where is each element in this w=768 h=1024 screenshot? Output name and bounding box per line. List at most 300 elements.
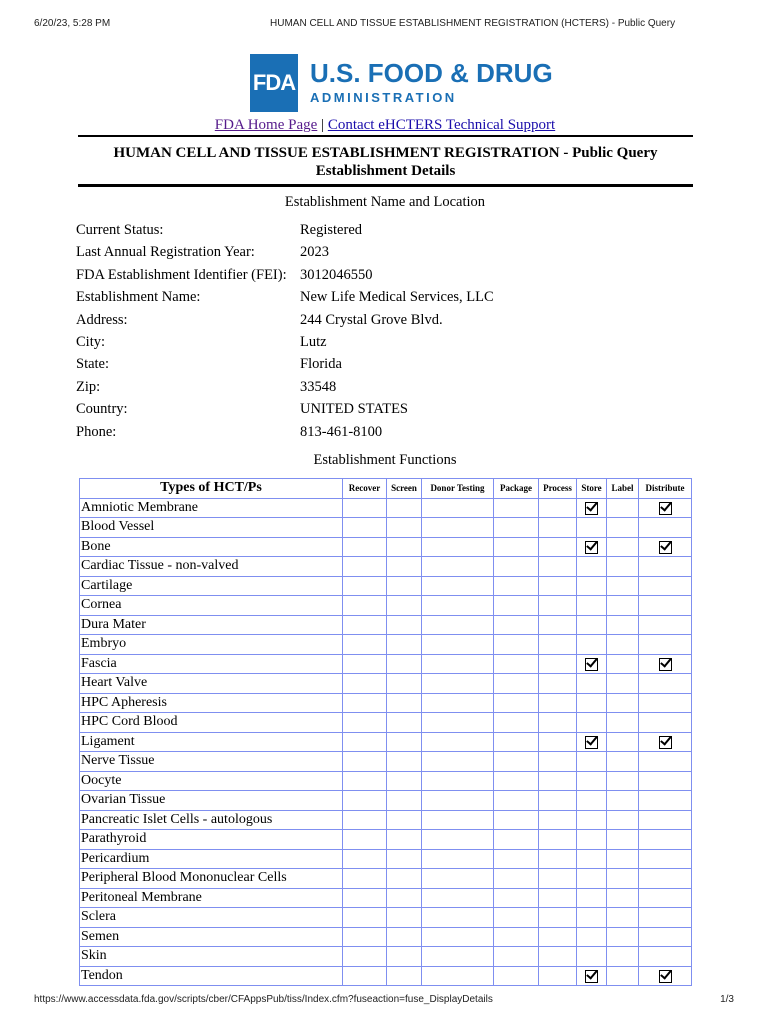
function-cell-label [607, 830, 639, 850]
function-cell-store [577, 830, 607, 850]
function-cell-donor_testing [422, 576, 494, 596]
hctp-type: Embryo [80, 635, 343, 655]
detail-label: Country: [76, 401, 128, 418]
page-title [78, 144, 693, 180]
function-cell-label [607, 869, 639, 889]
top-links [0, 117, 768, 134]
hctp-type: Nerve Tissue [80, 752, 343, 772]
function-cell-label [607, 693, 639, 713]
function-cell-donor_testing [422, 966, 494, 986]
function-cell-label [607, 849, 639, 869]
hctp-type: Dura Mater [80, 615, 343, 635]
function-cell-distribute [639, 596, 692, 616]
function-cell-store [577, 966, 607, 986]
function-cell-distribute [639, 732, 692, 752]
function-cell-package [494, 791, 539, 811]
detail-value: 3012046550 [300, 266, 373, 283]
function-cell-process [539, 537, 577, 557]
function-cell-screen [387, 947, 422, 967]
link-separator: | [321, 117, 325, 133]
function-cell-recover [343, 869, 387, 889]
function-cell-package [494, 576, 539, 596]
detail-label: Last Annual Registration Year: [76, 244, 255, 261]
function-cell-distribute [639, 810, 692, 830]
function-cell-label [607, 752, 639, 772]
function-cell-package [494, 810, 539, 830]
function-cell-process [539, 498, 577, 518]
functions-table-header [80, 479, 692, 499]
function-cell-process [539, 791, 577, 811]
function-cell-donor_testing [422, 830, 494, 850]
section-title-functions: Establishment Functions [313, 452, 457, 468]
function-cell-label [607, 791, 639, 811]
hctp-type: Blood Vessel [80, 518, 343, 538]
function-cell-package [494, 596, 539, 616]
function-cell-distribute [639, 830, 692, 850]
function-cell-distribute [639, 654, 692, 674]
fda-logo [250, 54, 553, 112]
hctp-type: HPC Apheresis [80, 693, 343, 713]
function-cell-screen [387, 713, 422, 733]
function-cell-recover [343, 791, 387, 811]
hctp-type: Parathyroid [80, 830, 343, 850]
function-cell-distribute [639, 693, 692, 713]
function-cell-store [577, 810, 607, 830]
function-cell-donor_testing [422, 518, 494, 538]
function-cell-donor_testing [422, 674, 494, 694]
hctp-type: Cornea [80, 596, 343, 616]
hctp-type: Sclera [80, 908, 343, 928]
function-cell-package [494, 869, 539, 889]
function-cell-store [577, 849, 607, 869]
function-cell-donor_testing [422, 498, 494, 518]
page-title-line1: HUMAN CELL AND TISSUE ESTABLISHMENT REGISTRATION - Public Query [113, 145, 658, 161]
hctp-type: Cardiac Tissue - non-valved [80, 557, 343, 577]
hctp-type: Heart Valve [80, 674, 343, 694]
table-row [80, 518, 692, 538]
detail-value: New Life Medical Services, LLC [300, 289, 494, 306]
function-cell-recover [343, 635, 387, 655]
function-cell-store [577, 869, 607, 889]
function-cell-label [607, 537, 639, 557]
column-header: Process [539, 479, 577, 499]
function-cell-package [494, 518, 539, 538]
hctp-type: Oocyte [80, 771, 343, 791]
function-cell-screen [387, 615, 422, 635]
function-cell-label [607, 654, 639, 674]
function-cell-screen [387, 830, 422, 850]
column-header: Label [607, 479, 639, 499]
function-cell-store [577, 693, 607, 713]
table-row [80, 888, 692, 908]
function-cell-label [607, 674, 639, 694]
function-cell-package [494, 830, 539, 850]
function-cell-screen [387, 635, 422, 655]
table-row [80, 947, 692, 967]
function-cell-donor_testing [422, 947, 494, 967]
function-cell-screen [387, 693, 422, 713]
function-cell-distribute [639, 771, 692, 791]
checked-box-icon [659, 541, 672, 554]
table-row [80, 537, 692, 557]
function-cell-process [539, 576, 577, 596]
function-cell-recover [343, 810, 387, 830]
function-cell-store [577, 615, 607, 635]
function-cell-store [577, 576, 607, 596]
hctp-type: Semen [80, 927, 343, 947]
function-cell-package [494, 752, 539, 772]
checked-box-icon [585, 502, 598, 515]
detail-value: 244 Crystal Grove Blvd. [300, 311, 443, 328]
function-cell-package [494, 849, 539, 869]
function-cell-screen [387, 927, 422, 947]
hctp-type: Ligament [80, 732, 343, 752]
detail-label: Address: [76, 311, 128, 328]
function-cell-label [607, 966, 639, 986]
function-cell-recover [343, 830, 387, 850]
hctp-type: Skin [80, 947, 343, 967]
function-cell-recover [343, 518, 387, 538]
hctp-type: Peripheral Blood Mononuclear Cells [80, 869, 343, 889]
function-cell-recover [343, 888, 387, 908]
function-cell-store [577, 947, 607, 967]
function-cell-distribute [639, 615, 692, 635]
detail-value: 2023 [300, 244, 329, 261]
table-row [80, 791, 692, 811]
function-cell-process [539, 966, 577, 986]
function-cell-process [539, 908, 577, 928]
function-cell-store [577, 537, 607, 557]
function-cell-store [577, 557, 607, 577]
detail-label: Current Status: [76, 222, 164, 238]
hctp-type: Amniotic Membrane [80, 498, 343, 518]
functions-table [79, 478, 692, 986]
table-row [80, 771, 692, 791]
function-cell-label [607, 888, 639, 908]
fda-logo-mark: FDA [250, 54, 298, 112]
function-cell-package [494, 498, 539, 518]
function-cell-distribute [639, 791, 692, 811]
table-row [80, 576, 692, 596]
function-cell-label [607, 596, 639, 616]
function-cell-store [577, 908, 607, 928]
print-title: HUMAN CELL AND TISSUE ESTABLISHMENT REGISTRATION (HCTERS) - Public Query [270, 18, 676, 29]
function-cell-process [539, 732, 577, 752]
function-cell-process [539, 947, 577, 967]
function-cell-screen [387, 771, 422, 791]
function-cell-recover [343, 713, 387, 733]
table-row [80, 927, 692, 947]
function-cell-label [607, 947, 639, 967]
function-cell-store [577, 927, 607, 947]
function-cell-process [539, 771, 577, 791]
function-cell-process [539, 654, 577, 674]
detail-value: Florida [300, 356, 342, 373]
table-row [80, 615, 692, 635]
print-header [34, 18, 734, 32]
function-cell-donor_testing [422, 557, 494, 577]
function-cell-screen [387, 576, 422, 596]
function-cell-store [577, 635, 607, 655]
function-cell-screen [387, 518, 422, 538]
function-cell-screen [387, 791, 422, 811]
hctp-type: Cartilage [80, 576, 343, 596]
function-cell-donor_testing [422, 732, 494, 752]
contact-support-link[interactable]: Contact eHCTERS Technical Support [327, 117, 556, 133]
functions-table-body [80, 498, 692, 986]
detail-label: Establishment Name: [76, 289, 201, 306]
function-cell-donor_testing [422, 869, 494, 889]
function-cell-package [494, 615, 539, 635]
checked-box-icon [585, 658, 598, 671]
function-cell-package [494, 927, 539, 947]
checked-box-icon [659, 970, 672, 983]
function-cell-recover [343, 849, 387, 869]
function-cell-screen [387, 888, 422, 908]
function-cell-recover [343, 654, 387, 674]
function-cell-label [607, 927, 639, 947]
table-row [80, 557, 692, 577]
function-cell-store [577, 791, 607, 811]
function-cell-screen [387, 908, 422, 928]
hctp-type: Peritoneal Membrane [80, 888, 343, 908]
section-title-name-location: Establishment Name and Location [284, 194, 486, 210]
function-cell-donor_testing [422, 810, 494, 830]
function-cell-distribute [639, 927, 692, 947]
fda-home-link[interactable]: FDA Home Page [214, 117, 318, 133]
function-cell-recover [343, 557, 387, 577]
hctp-type: Tendon [80, 966, 343, 986]
function-cell-label [607, 908, 639, 928]
column-header: Recover [343, 479, 387, 499]
function-cell-package [494, 557, 539, 577]
function-cell-donor_testing [422, 693, 494, 713]
table-row [80, 908, 692, 928]
function-cell-donor_testing [422, 771, 494, 791]
function-cell-store [577, 752, 607, 772]
column-header: Package [494, 479, 539, 499]
function-cell-process [539, 596, 577, 616]
table-row [80, 674, 692, 694]
function-cell-screen [387, 732, 422, 752]
table-row [80, 635, 692, 655]
function-cell-donor_testing [422, 752, 494, 772]
function-cell-process [539, 557, 577, 577]
function-cell-donor_testing [422, 537, 494, 557]
function-cell-donor_testing [422, 791, 494, 811]
hctp-type: Pericardium [80, 849, 343, 869]
function-cell-distribute [639, 947, 692, 967]
function-cell-recover [343, 693, 387, 713]
function-cell-store [577, 888, 607, 908]
function-cell-process [539, 888, 577, 908]
column-header: Store [577, 479, 607, 499]
table-row [80, 830, 692, 850]
function-cell-process [539, 635, 577, 655]
function-cell-screen [387, 498, 422, 518]
column-header: Donor Testing [422, 479, 494, 499]
detail-value: Lutz [300, 333, 327, 350]
fda-logo-line1: U.S. FOOD & DRUG [310, 58, 553, 88]
checked-box-icon [659, 736, 672, 749]
function-cell-process [539, 810, 577, 830]
detail-label: FDA Establishment Identifier (FEI): [76, 266, 287, 283]
function-cell-screen [387, 596, 422, 616]
function-cell-process [539, 869, 577, 889]
function-cell-package [494, 771, 539, 791]
function-cell-label [607, 518, 639, 538]
function-cell-process [539, 849, 577, 869]
table-row [80, 654, 692, 674]
column-header: Distribute [639, 479, 692, 499]
function-cell-recover [343, 537, 387, 557]
function-cell-screen [387, 752, 422, 772]
function-cell-distribute [639, 908, 692, 928]
function-cell-package [494, 966, 539, 986]
function-cell-label [607, 635, 639, 655]
function-cell-distribute [639, 849, 692, 869]
function-cell-store [577, 518, 607, 538]
detail-label: Phone: [76, 423, 117, 440]
function-cell-recover [343, 498, 387, 518]
checked-box-icon [585, 736, 598, 749]
bottom-rule [78, 184, 693, 187]
function-cell-store [577, 771, 607, 791]
function-cell-recover [343, 947, 387, 967]
function-cell-process [539, 674, 577, 694]
function-cell-recover [343, 732, 387, 752]
function-cell-distribute [639, 966, 692, 986]
detail-value: Registered [300, 222, 363, 238]
function-cell-store [577, 498, 607, 518]
function-cell-recover [343, 596, 387, 616]
function-cell-label [607, 576, 639, 596]
page-title-line2: Establishment Details [315, 163, 456, 179]
hctp-type: Pancreatic Islet Cells - autologous [80, 810, 343, 830]
function-cell-store [577, 596, 607, 616]
checked-box-icon [659, 502, 672, 515]
function-cell-package [494, 654, 539, 674]
detail-label: Zip: [76, 378, 101, 395]
table-row [80, 966, 692, 986]
function-cell-store [577, 713, 607, 733]
function-cell-donor_testing [422, 713, 494, 733]
function-cell-screen [387, 966, 422, 986]
function-cell-distribute [639, 888, 692, 908]
function-cell-screen [387, 849, 422, 869]
function-cell-recover [343, 966, 387, 986]
print-datetime: 6/20/23, 5:28 PM [34, 18, 111, 29]
function-cell-distribute [639, 576, 692, 596]
function-cell-distribute [639, 537, 692, 557]
function-cell-package [494, 537, 539, 557]
function-cell-package [494, 908, 539, 928]
function-cell-recover [343, 752, 387, 772]
function-cell-donor_testing [422, 908, 494, 928]
function-cell-process [539, 518, 577, 538]
top-rule [78, 135, 693, 137]
checked-box-icon [659, 658, 672, 671]
function-cell-donor_testing [422, 596, 494, 616]
function-cell-store [577, 674, 607, 694]
function-cell-recover [343, 927, 387, 947]
function-cell-recover [343, 674, 387, 694]
table-row [80, 713, 692, 733]
hctp-type: Fascia [80, 654, 343, 674]
detail-value: 813-461-8100 [300, 423, 383, 440]
function-cell-donor_testing [422, 654, 494, 674]
function-cell-screen [387, 537, 422, 557]
detail-label: City: [76, 333, 106, 350]
table-row [80, 596, 692, 616]
table-row [80, 810, 692, 830]
function-cell-package [494, 674, 539, 694]
function-cell-screen [387, 557, 422, 577]
function-cell-package [494, 713, 539, 733]
detail-value: UNITED STATES [300, 401, 408, 418]
function-cell-label [607, 732, 639, 752]
function-cell-process [539, 830, 577, 850]
function-cell-donor_testing [422, 615, 494, 635]
table-row [80, 732, 692, 752]
function-cell-process [539, 615, 577, 635]
function-cell-distribute [639, 635, 692, 655]
function-cell-process [539, 927, 577, 947]
function-cell-recover [343, 908, 387, 928]
hctp-type: HPC Cord Blood [80, 713, 343, 733]
function-cell-recover [343, 576, 387, 596]
function-cell-distribute [639, 713, 692, 733]
function-cell-distribute [639, 498, 692, 518]
table-row [80, 849, 692, 869]
function-cell-package [494, 693, 539, 713]
table-row [80, 498, 692, 518]
function-cell-package [494, 732, 539, 752]
function-cell-package [494, 947, 539, 967]
print-footer [34, 994, 734, 1008]
table-row [80, 752, 692, 772]
checked-box-icon [585, 541, 598, 554]
column-header: Types of HCT/Ps [80, 479, 343, 499]
function-cell-label [607, 810, 639, 830]
function-cell-screen [387, 810, 422, 830]
function-cell-label [607, 498, 639, 518]
table-row [80, 869, 692, 889]
function-cell-distribute [639, 557, 692, 577]
page-number: 1/3 [720, 994, 734, 1005]
function-cell-process [539, 693, 577, 713]
function-cell-store [577, 732, 607, 752]
function-cell-distribute [639, 674, 692, 694]
function-cell-distribute [639, 752, 692, 772]
function-cell-donor_testing [422, 849, 494, 869]
function-cell-label [607, 713, 639, 733]
function-cell-label [607, 771, 639, 791]
function-cell-process [539, 752, 577, 772]
function-cell-process [539, 713, 577, 733]
function-cell-distribute [639, 869, 692, 889]
function-cell-donor_testing [422, 635, 494, 655]
hctp-type: Ovarian Tissue [80, 791, 343, 811]
function-cell-donor_testing [422, 927, 494, 947]
function-cell-label [607, 615, 639, 635]
function-cell-recover [343, 615, 387, 635]
function-cell-donor_testing [422, 888, 494, 908]
column-header: Screen [387, 479, 422, 499]
checked-box-icon [585, 970, 598, 983]
table-row [80, 693, 692, 713]
page-url: https://www.accessdata.fda.gov/scripts/cber/CFAppsPub/tiss/Index.cfm?fuseaction=fuse_DisplayDetails [34, 994, 493, 1005]
